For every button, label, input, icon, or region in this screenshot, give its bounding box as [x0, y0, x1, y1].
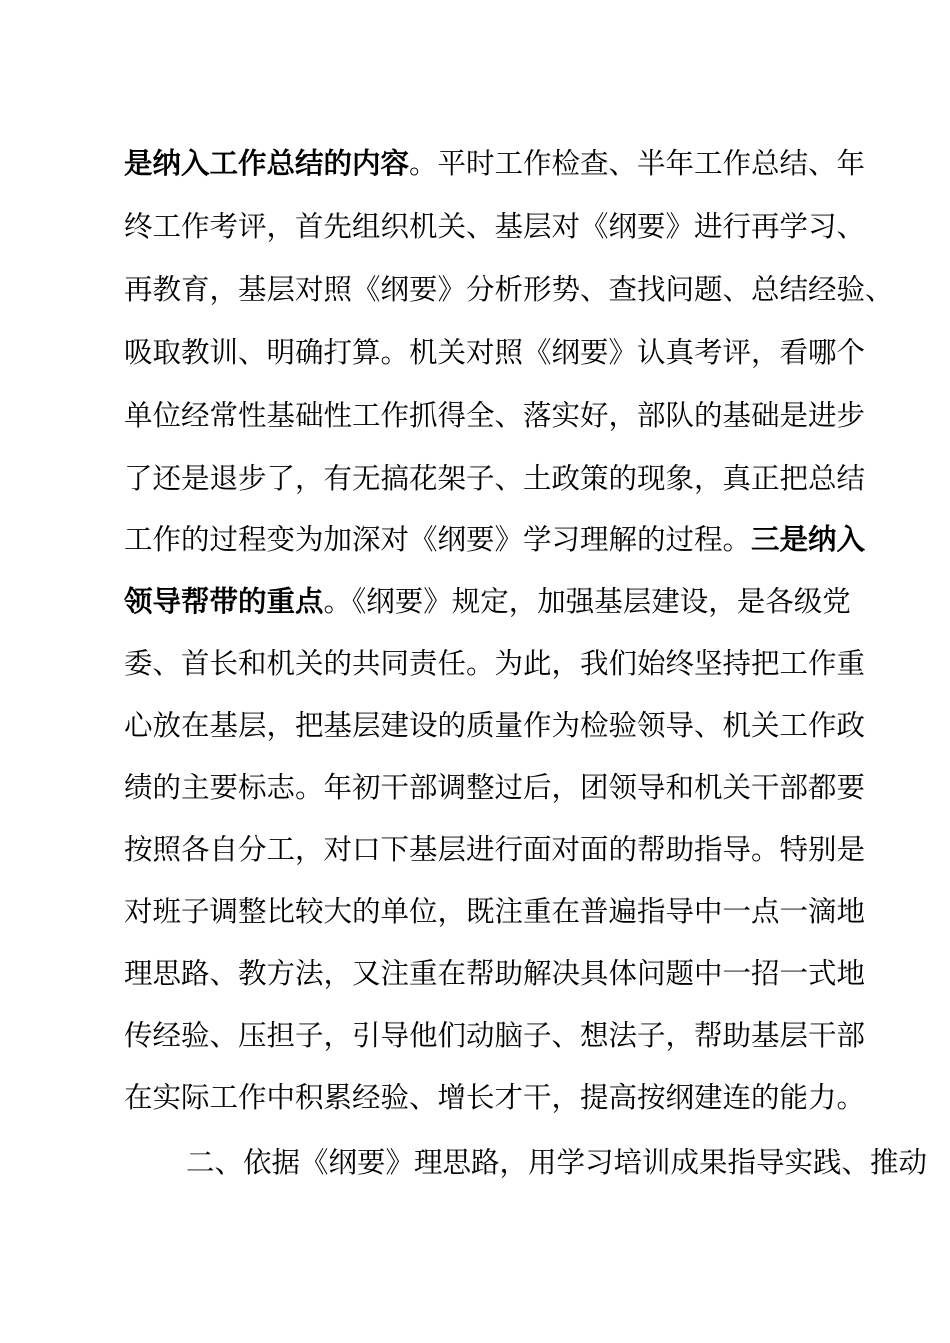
- bold-phrase: 是纳入工作总结的内容: [124, 147, 410, 180]
- text-segment: 吸取教训、明确打算。机关对照《纲要》认真考评，看哪个: [124, 336, 866, 369]
- text-line-7: [124, 516, 864, 564]
- text-line-10: [124, 702, 864, 750]
- text-segment: 传经验、压担子，引导他们动脑子、想法子，帮助基层干部: [124, 1019, 866, 1052]
- text-segment: 按照各自分工，对口下基层进行面对面的帮助指导。特别是: [124, 833, 866, 866]
- text-line-4: [124, 329, 864, 377]
- text-segment: 心放在基层，把基层建设的质量作为检验领导、机关工作政: [124, 709, 866, 742]
- text-line-8: [124, 578, 864, 626]
- text-line-13: [124, 888, 864, 936]
- text-line-12: [124, 826, 864, 874]
- text-segment: 对班子调整比较大的单位，既注重在普遍指导中一点一滴地: [124, 895, 866, 928]
- text-line-15: [124, 1012, 864, 1060]
- text-segment: 了还是退步了，有无搞花架子、土政策的现象，真正把总结: [124, 462, 866, 495]
- text-line-3: [124, 266, 894, 314]
- text-segment: 。《纲要》规定，加强基层建设，是各级党: [323, 585, 851, 618]
- text-line-5: [124, 392, 864, 440]
- text-line-11: [124, 764, 864, 812]
- text-line-2: [124, 203, 864, 251]
- text-segment: 在实际工作中积累经验、增长才干，提高按纲建连的能力。: [124, 1081, 866, 1114]
- text-line-14: [124, 950, 864, 998]
- text-segment: 委、首长和机关的共同责任。为此，我们始终坚持把工作重: [124, 647, 866, 680]
- text-segment: 二、依据《纲要》理思路，用学习培训成果指导实践、推动: [186, 1146, 928, 1179]
- text-segment: 单位经常性基础性工作抓得全、落实好，部队的基础是进步: [124, 399, 866, 432]
- text-segment: 再教育，基层对照《纲要》分析形势、查找问题、总结经验、: [124, 273, 894, 306]
- text-segment: 。平时工作检查、半年工作总结、年: [409, 147, 866, 180]
- section-heading-line: [186, 1139, 926, 1187]
- text-line-1: [124, 140, 864, 188]
- text-segment: 终工作考评，首先组织机关、基层对《纲要》进行再学习、: [124, 210, 866, 243]
- bold-phrase: 三是纳入: [751, 523, 866, 556]
- text-segment: 工作的过程变为加深对《纲要》学习理解的过程。: [124, 523, 752, 556]
- text-segment: 理思路、教方法，又注重在帮助解决具体问题中一招一式地: [124, 957, 866, 990]
- text-line-6: [124, 455, 864, 503]
- text-segment: 绩的主要标志。年初干部调整过后，团领导和机关干部都要: [124, 771, 866, 804]
- text-line-9: [124, 640, 864, 688]
- bold-phrase: 领导帮带的重点: [124, 585, 324, 618]
- text-line-16: [124, 1074, 864, 1122]
